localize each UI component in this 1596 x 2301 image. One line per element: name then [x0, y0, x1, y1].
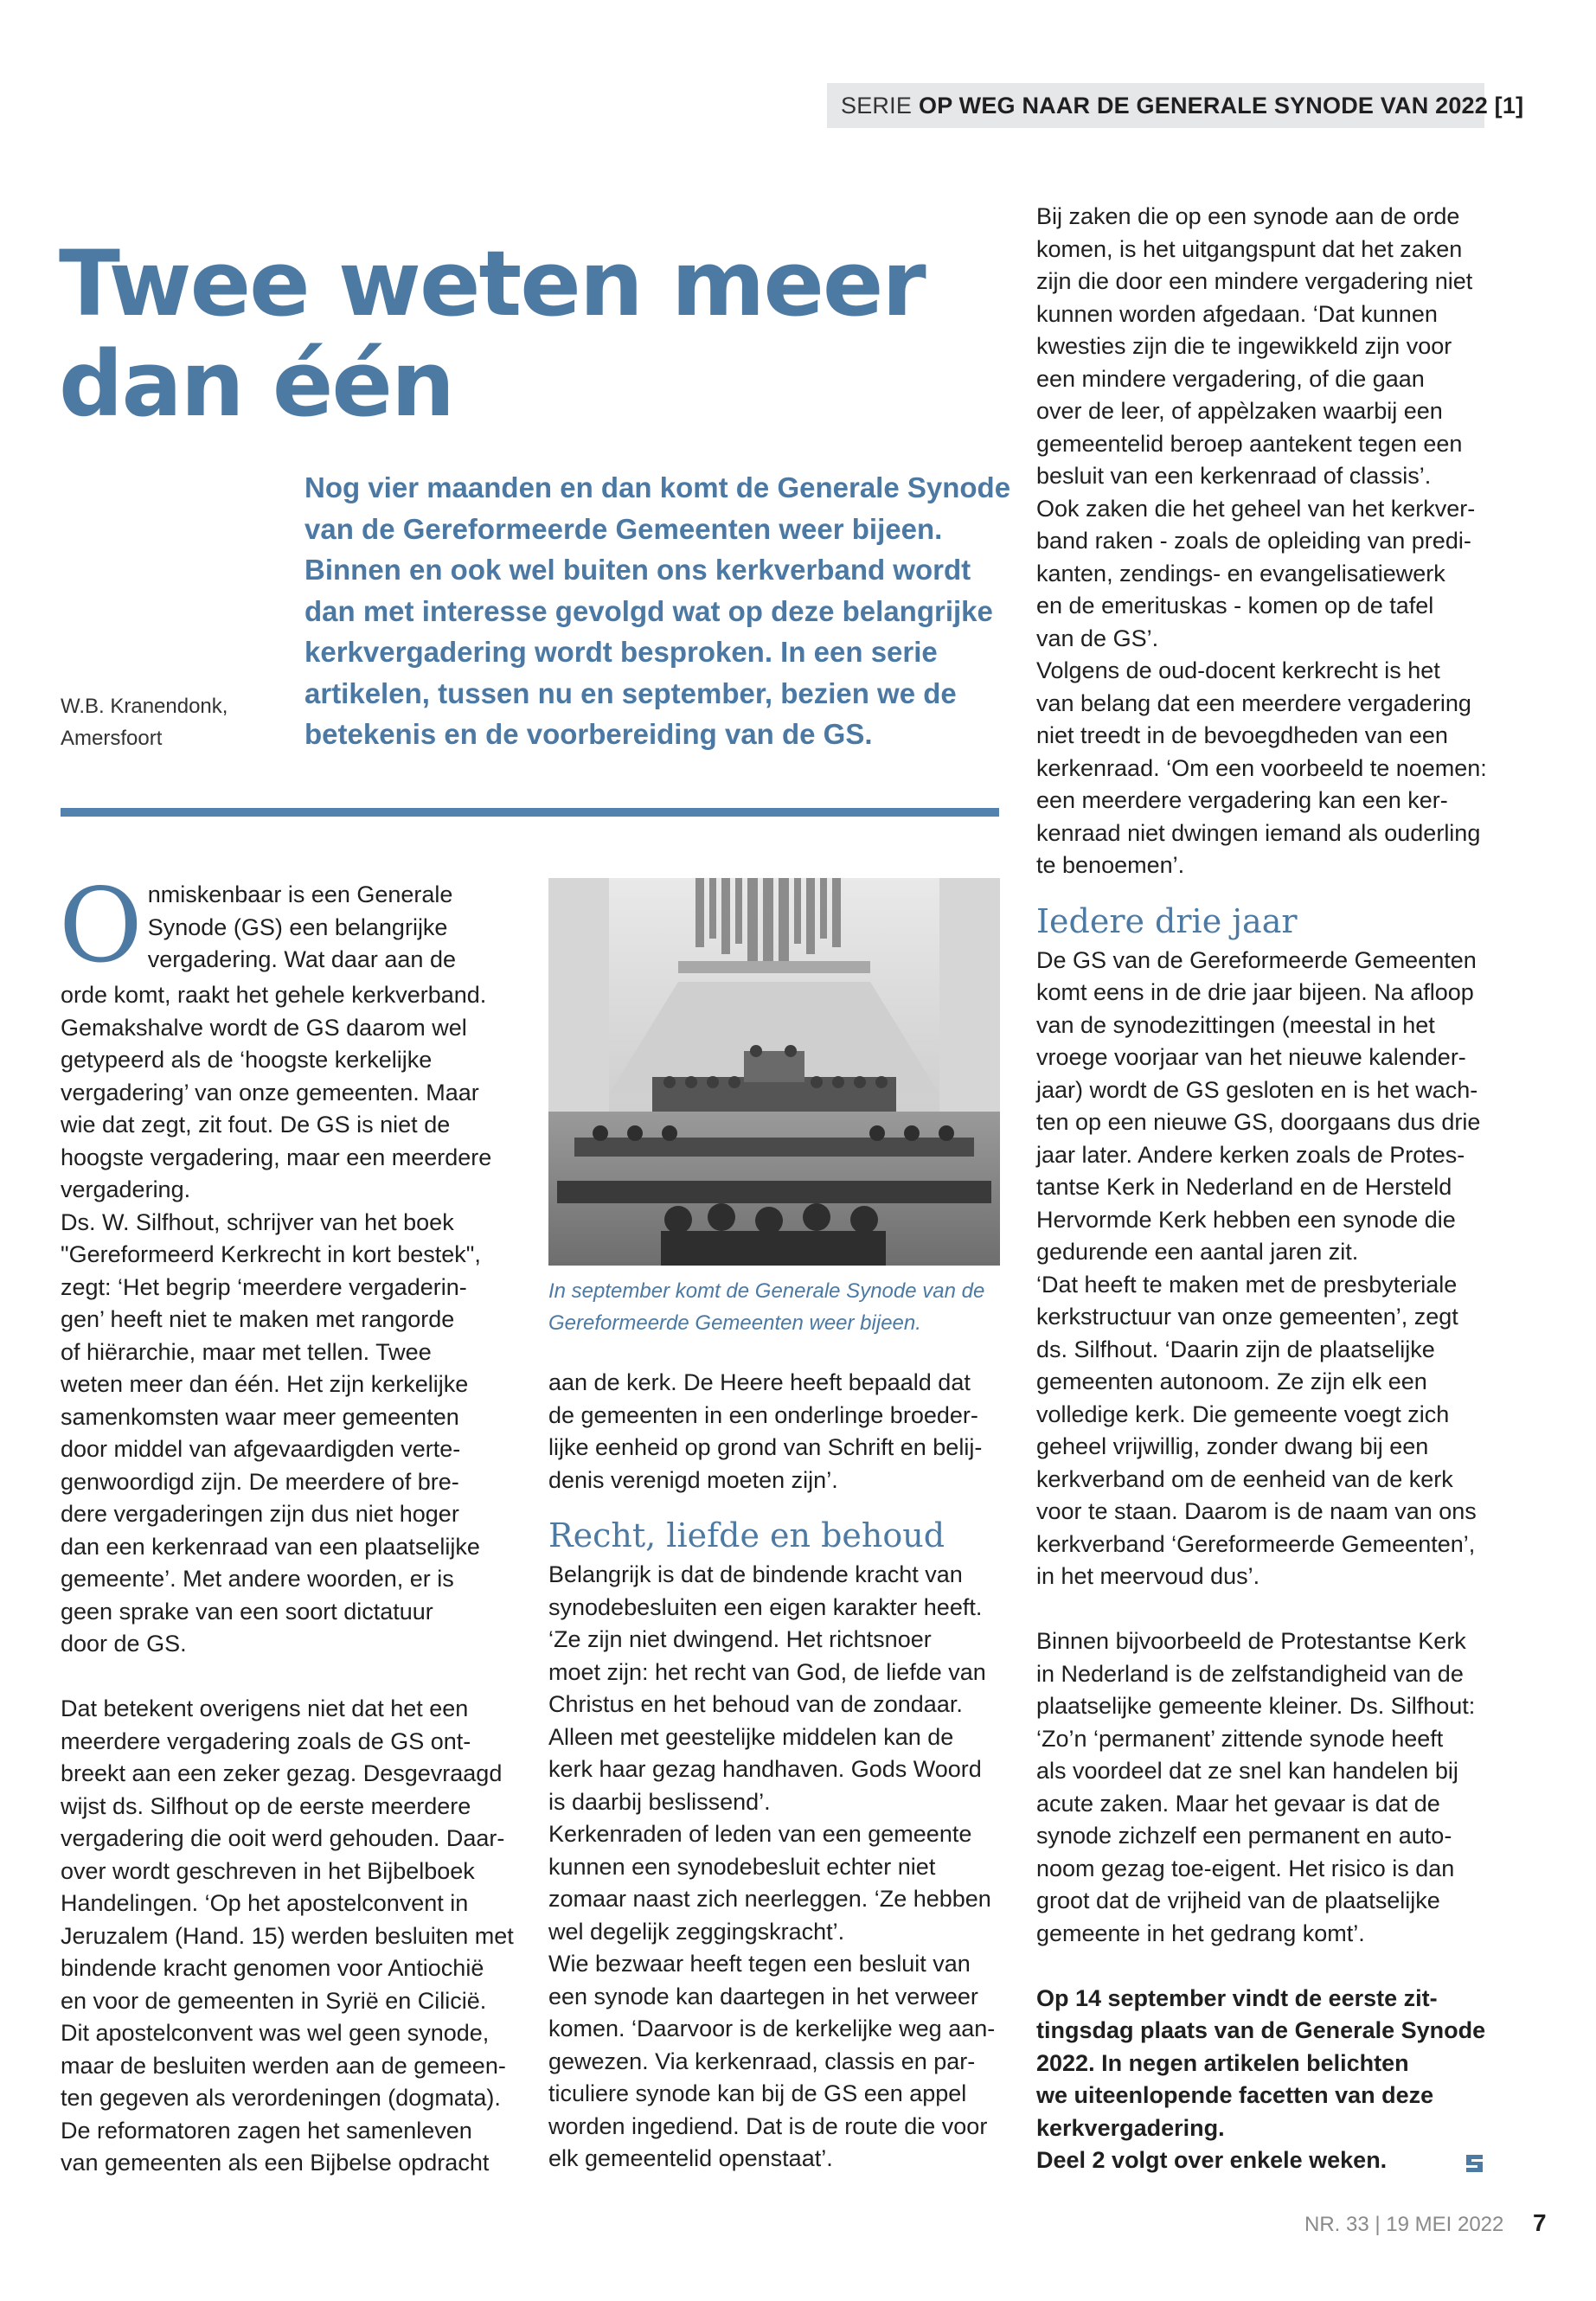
- text-line: Jeruzalem (Hand. 15) werden besluiten met: [61, 1922, 514, 1949]
- text-line: of hiërarchie, maar met tellen. Twee: [61, 1338, 432, 1365]
- closing-line: kerkvergadering.: [1036, 2114, 1225, 2141]
- text-line: ‘Zo’n ‘permanent’ zittende synode heeft: [1036, 1725, 1444, 1752]
- text-line: Handelingen. ‘Op het apostelconvent in: [61, 1890, 469, 1916]
- lead-line: betekenis en de voorbereiding van de GS.: [304, 718, 873, 750]
- text-line: genwoordigd zijn. De meerdere of bre-: [61, 1468, 459, 1495]
- text-line: samenkomsten waar meer gemeenten: [61, 1403, 459, 1430]
- text-line: groot dat de vrijheid van de plaatselijke: [1036, 1888, 1440, 1913]
- text-line: als voordeel dat ze snel kan handelen bij: [1036, 1758, 1458, 1784]
- text-line: kwesties zijn die te ingewikkeld zijn voor: [1036, 333, 1452, 359]
- text-line: in Nederland is de zelfstandigheid van de: [1036, 1660, 1464, 1687]
- text-line: van de GS’.: [1036, 625, 1159, 651]
- text-line: komen. ‘Daarvoor is de kerkelijke weg aan-: [548, 2016, 996, 2041]
- text-line: maar de besluiten werden aan de gemeen-: [61, 2052, 506, 2079]
- lead-line: Nog vier maanden en dan komt de Generale Synode: [304, 471, 1011, 503]
- text-line: over wordt geschreven in het Bijbelboek: [61, 1857, 475, 1884]
- text-line: Belangrijk is dat de bindende kracht van: [548, 1561, 963, 1587]
- text-line: Dat betekent overigens niet dat het een: [61, 1695, 469, 1721]
- text-line: voor te staan. Daarom is de naam van ons: [1036, 1498, 1477, 1524]
- author-place: Amersfoort: [61, 727, 163, 750]
- text-line: vroege voorjaar van het nieuwe kalender-: [1036, 1044, 1466, 1070]
- text-line: te benoemen’.: [1036, 852, 1185, 878]
- caption-line: Gereformeerde Gemeenten weer bijeen.: [548, 1311, 921, 1335]
- closing-line: Deel 2 volgt over enkele weken.: [1036, 2147, 1388, 2173]
- text-line: vergadering.: [61, 1176, 191, 1202]
- text-line: Bij zaken die op een synode aan de orde: [1036, 203, 1460, 229]
- text-line: kerkverband ‘Gereformeerde Gemeenten’,: [1036, 1530, 1476, 1557]
- text-line: komt eens in de drie jaar bijeen. Na afloop: [1036, 979, 1474, 1005]
- text-line: acute zaken. Maar het gevaar is dat de: [1036, 1790, 1440, 1817]
- text-line: gewezen. Via kerkenraad, classis en par-: [548, 2048, 976, 2074]
- text-line: noom gezag toe-eigent. Het risico is dan: [1036, 1855, 1455, 1881]
- text-line: wie dat zegt, zit fout. De GS is niet de: [61, 1112, 451, 1138]
- lead-line: dan met interesse gevolgd wat op deze belangrijke: [304, 594, 993, 627]
- title-line: dan één: [59, 331, 453, 437]
- title-line: Twee weten meer: [59, 231, 925, 336]
- text-line: door middel van afgevaardigden verte-: [61, 1436, 461, 1462]
- text-line: van de synodezittingen (meestal in het: [1036, 1011, 1435, 1038]
- text-line: denis verenigd moeten zijn’.: [548, 1466, 838, 1493]
- text-line: dere vergaderingen zijn dus niet hoger: [61, 1501, 459, 1527]
- closing-line: tingsdag plaats van de Generale Synode: [1036, 2017, 1486, 2043]
- text-line: bindende kracht genomen voor Antiochië: [61, 1955, 484, 1981]
- text-line: band raken - zoals de opleiding van predi-: [1036, 528, 1471, 554]
- text-line: kerk haar gezag handhaven. Gods Woord: [548, 1756, 982, 1782]
- text-line: De GS van de Gereformeerde Gemeenten: [1036, 946, 1477, 973]
- caption-line: In september komt de Generale Synode van de: [548, 1279, 985, 1303]
- photo-caption: [548, 1275, 1007, 1339]
- text-line: en voor de gemeenten in Syrië en Cilicië.: [61, 1987, 487, 2014]
- text-line: komen, is het uitgangspunt dat het zaken: [1036, 235, 1463, 262]
- text-line: volledige kerk. Die gemeente voegt zich: [1036, 1400, 1450, 1427]
- lead-line: van de Gereformeerde Gemeenten weer bijeen.: [304, 512, 943, 545]
- header-divider: [61, 808, 999, 817]
- text-line: ticuliere synode kan bij de GS een appel: [548, 2080, 967, 2106]
- subheading-drie-jaar: Iedere drie jaar: [1036, 901, 1298, 940]
- text-line: Volgens de oud-docent kerkrecht is het: [1036, 657, 1440, 683]
- text-line: ‘Dat heeft te maken met de presbyteriale: [1036, 1271, 1458, 1298]
- text-line: ‘Ze zijn niet dwingend. Het richtsnoer: [548, 1626, 932, 1652]
- text-line: zijn die door een mindere vergadering niet: [1036, 268, 1473, 294]
- text-line: kenraad niet dwingen iemand als ouderling: [1036, 819, 1481, 846]
- author-name: W.B. Kranendonk,: [61, 695, 228, 718]
- text-line: worden ingediend. Dat is de route die voor: [548, 2112, 988, 2139]
- page-title: [59, 231, 993, 437]
- text-line: van belang dat een meerdere vergadering: [1036, 689, 1471, 716]
- text-line: en de emerituskas - komen op de tafel: [1036, 593, 1434, 619]
- text-line: gen’ heeft niet te maken met rangorde: [61, 1306, 455, 1332]
- text-line: Wie bezwaar heeft tegen een besluit van: [548, 1951, 971, 1977]
- series-banner: [827, 83, 1524, 128]
- text-line: besluit van een kerkenraad of classis’.: [1036, 463, 1432, 489]
- lead-line: kerkvergadering wordt besproken. In een serie: [304, 636, 938, 668]
- text-line: elk gemeentelid openstaat’.: [548, 2145, 833, 2171]
- text-line: ten gegeven als verordeningen (dogmata).: [61, 2085, 501, 2111]
- text-line: wijst ds. Silfhout op de eerste meerdere: [61, 1792, 471, 1819]
- text-line: orde komt, raakt het gehele kerkverband.: [61, 982, 487, 1008]
- text-line: gedurende een aantal jaren zit.: [1036, 1239, 1359, 1265]
- text-line: synodebesluiten een eigen karakter heeft.: [548, 1593, 983, 1620]
- lead-line: Binnen en ook wel buiten ons kerkverband wordt: [304, 554, 971, 586]
- text-line: zegt: ‘Het begrip ‘meerdere vergaderin-: [61, 1273, 467, 1300]
- lead-line: artikelen, tussen nu en september, bezien we de: [304, 676, 957, 709]
- text-line: gemeente’. Met andere woorden, er is: [61, 1566, 454, 1592]
- end-of-article-icon: [1464, 2152, 1486, 2175]
- text-line: plaatselijke gemeente kleiner. Ds. Silfhout:: [1036, 1693, 1476, 1719]
- drop-cap: O: [59, 866, 143, 985]
- text-line: Synode (GS) een belangrijke: [147, 913, 448, 940]
- article-column-right: [1036, 201, 1486, 2177]
- text-line: weten meer dan één. Het zijn kerkelijke: [61, 1371, 469, 1397]
- text-line: over de leer, of appèlzaken waarbij een: [1036, 398, 1443, 424]
- text-line: nmiskenbaar is een Generale: [147, 881, 453, 907]
- text-line: Kerkenraden of leden van een gemeente: [548, 1821, 972, 1847]
- text-line: gemeenten autonoom. Ze zijn elk een: [1036, 1368, 1427, 1394]
- text-line: is daarbij beslissend’.: [548, 1788, 771, 1815]
- text-line: Binnen bijvoorbeeld de Protestantse Kerk: [1036, 1628, 1466, 1654]
- text-line: kerkstructuur van onze gemeenten’, zegt: [1036, 1304, 1458, 1330]
- page-number: 7: [1533, 2209, 1547, 2236]
- text-line: ds. Silfhout. ‘Daarin zijn de plaatselijke: [1036, 1336, 1435, 1362]
- text-line: gemeentelid beroep aantekent tegen een: [1036, 430, 1463, 457]
- text-line: De reformatoren zagen het samenleven: [61, 2117, 472, 2144]
- synod-photo: [548, 878, 1000, 1266]
- text-line: breekt aan een zeker gezag. Desgevraagd: [61, 1760, 503, 1786]
- text-line: een meerdere vergadering kan een ker-: [1036, 787, 1448, 813]
- text-line: vergadering’ van onze gemeenten. Maar: [61, 1079, 479, 1106]
- text-line: moet zijn: het recht van God, de liefde van: [548, 1658, 986, 1685]
- text-line: kerkenraad. ‘Om een voorbeeld te noemen:: [1036, 754, 1487, 781]
- synod-hall-illustration: [548, 878, 1000, 1266]
- text-line: synode zichzelf een permanent en auto-: [1036, 1823, 1452, 1849]
- text-line: Hervormde Kerk hebben een synode die: [1036, 1206, 1456, 1233]
- text-line: dan een kerkenraad van een plaatselijke: [61, 1533, 480, 1560]
- text-line: tantse Kerk in Nederland en de Hersteld: [1036, 1174, 1452, 1200]
- text-line: een synode kan daartegen in het verweer: [548, 1983, 978, 2009]
- text-line: een mindere vergadering, of die gaan: [1036, 365, 1425, 392]
- text-line: de gemeenten in een onderlinge broeder-: [548, 1401, 978, 1428]
- issue-info: NR. 33 | 19 MEI 2022: [1304, 2213, 1504, 2236]
- text-line: Alleen met geestelijke middelen kan de: [548, 1723, 954, 1750]
- text-line: Ds. W. Silfhout, schrijver van het boek: [61, 1208, 454, 1235]
- text-line: kunnen worden afgedaan. ‘Dat kunnen: [1036, 300, 1438, 327]
- text-line: van gemeenten als een Bijbelse opdracht: [61, 2150, 490, 2176]
- text-line: niet treedt in de bevoegdheden van een: [1036, 722, 1448, 748]
- lead-paragraph: [304, 467, 1011, 755]
- series-title: OP WEG NAAR DE GENERALE SYNODE VAN 2022 [1]: [919, 92, 1524, 119]
- text-line: geheel vrijwillig, zonder dwang bij een: [1036, 1433, 1429, 1459]
- text-line: aan de kerk. De Heere heeft bepaald dat: [548, 1369, 971, 1395]
- text-line: getypeerd als de ‘hoogste kerkelijke: [61, 1047, 433, 1073]
- text-line: in het meervoud dus’.: [1036, 1563, 1260, 1589]
- text-line: Dit apostelconvent was wel geen synode,: [61, 2020, 490, 2046]
- text-line: jaar later. Andere kerken zoals de Protes-: [1036, 1141, 1465, 1168]
- text-line: hoogste vergadering, maar een meerdere: [61, 1144, 492, 1170]
- closing-line: we uiteenlopende facetten van deze: [1036, 2082, 1434, 2108]
- subheading-recht: Recht, liefde en behoud: [548, 1516, 945, 1554]
- text-line: vergadering. Wat daar aan de: [147, 946, 456, 972]
- text-line: Christus en het behoud van de zondaar.: [548, 1691, 963, 1717]
- text-line: lijke eenheid op grond van Schrift en belij-: [548, 1434, 983, 1460]
- text-line: Gemakshalve wordt de GS daarom wel: [61, 1014, 467, 1041]
- series-prefix: SERIE: [841, 92, 913, 119]
- text-line: wel degelijk zeggingskracht’.: [548, 1918, 845, 1945]
- text-line: vergadering die ooit werd gehouden. Daar-: [61, 1825, 505, 1851]
- text-line: Ook zaken die het geheel van het kerkver-: [1036, 495, 1476, 522]
- text-line: ten op een nieuwe GS, doorgaans dus drie: [1036, 1109, 1481, 1135]
- author-byline: [61, 690, 285, 754]
- text-line: gemeente in het gedrang komt’.: [1036, 1920, 1365, 1946]
- article-column-left: [59, 866, 514, 2180]
- text-line: zomaar naast zich neerleggen. ‘Ze hebben: [548, 1886, 991, 1912]
- closing-line: 2022. In negen artikelen belichten: [1036, 2049, 1409, 2076]
- text-line: kerkverband om de eenheid van de kerk: [1036, 1465, 1453, 1492]
- text-line: meerdere vergadering zoals de GS ont-: [61, 1727, 471, 1754]
- closing-line: Op 14 september vindt de eerste zit-: [1036, 1984, 1438, 2011]
- text-line: "Gereformeerd Kerkrecht in kort bestek",: [61, 1241, 481, 1267]
- text-line: kunnen een synodebesluit echter niet: [548, 1853, 936, 1880]
- text-line: geen sprake van een soort dictatuur: [61, 1598, 433, 1625]
- text-line: jaar) wordt de GS gesloten en is het wach-: [1036, 1076, 1478, 1103]
- article-column-middle: [548, 1367, 1003, 2176]
- text-line: kanten, zendings- en evangelisatiewerk: [1036, 560, 1445, 586]
- text-line: door de GS.: [61, 1631, 187, 1657]
